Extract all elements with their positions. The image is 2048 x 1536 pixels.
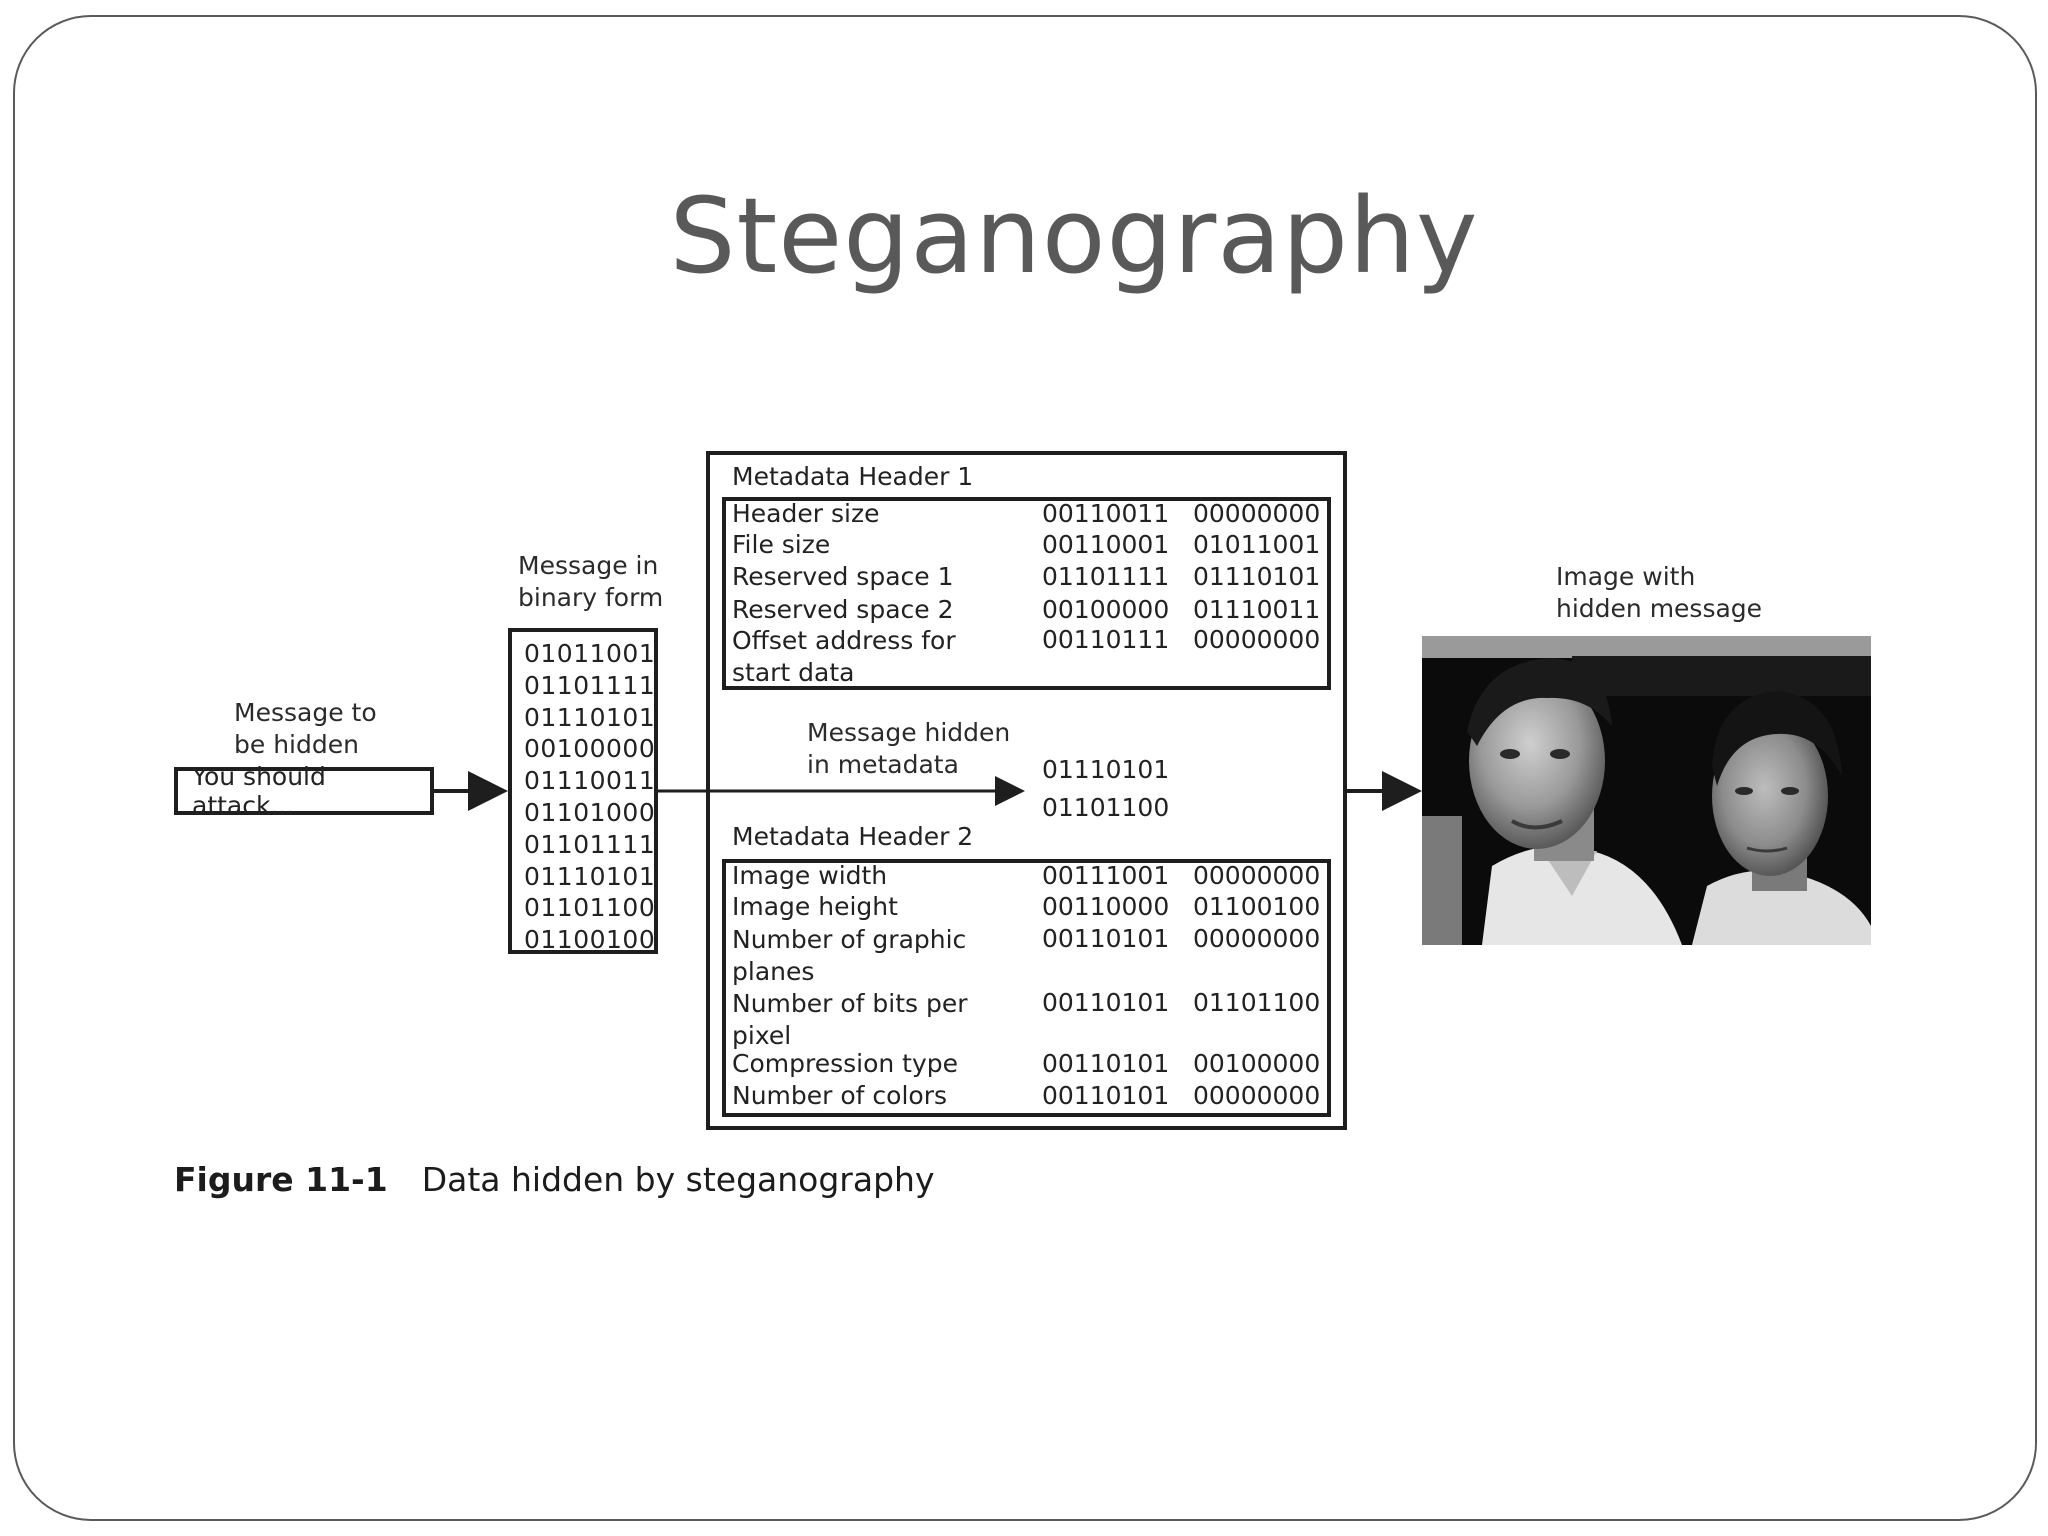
header2-row-b: 01101100 — [1193, 988, 1321, 1017]
binary-value: 01100100 — [524, 925, 656, 955]
binary-value: 01110011 — [524, 766, 656, 796]
header2-row-a: 00110101 — [1042, 924, 1170, 953]
header2-row-b: 01100100 — [1193, 892, 1321, 921]
header1-row-a: 01101111 — [1042, 562, 1170, 591]
header2-row-name: Image width — [732, 861, 888, 890]
binary-value: 00100000 — [524, 734, 656, 764]
message-label: Message to be hidden — [234, 698, 377, 759]
image-label: Image with hidden message — [1556, 562, 1763, 623]
header2-row-a: 00110101 — [1042, 1081, 1170, 1110]
header2-row-a: 00110000 — [1042, 892, 1170, 921]
header2-row-a: 00110101 — [1042, 1049, 1170, 1078]
header2-row-name: Compression type — [732, 1049, 959, 1078]
figure-number: Figure 11-1 — [174, 1160, 388, 1199]
header2-row-a: 00111001 — [1042, 861, 1170, 890]
binary-value: 01101111 — [524, 670, 656, 700]
header1-row-b: 01110101 — [1193, 562, 1321, 591]
binary-value: 01011001 — [524, 639, 656, 668]
slide-title: Steganography — [669, 175, 1479, 297]
header1-row-b: 00000000 — [1193, 499, 1321, 528]
binary-box — [508, 628, 658, 954]
photo-illustration — [1422, 636, 1871, 945]
message-box — [174, 762, 434, 820]
header1-row-b: 01011001 — [1193, 530, 1321, 559]
header2-row-name: Number of bits per pixel — [732, 989, 968, 1050]
header2-row-name: Number of graphic planes — [732, 925, 967, 986]
header1-row-name: Header size — [732, 499, 880, 528]
hidden-label: Message hidden in metadata — [807, 718, 1011, 779]
header2-row-b: 00100000 — [1193, 1049, 1321, 1078]
hidden-value: 01101100 — [1042, 793, 1170, 822]
header2-title: Metadata Header 2 — [732, 822, 974, 851]
header1-row-name: Reserved space 2 — [732, 595, 954, 624]
binary-value: 01101111 — [524, 829, 656, 859]
figure-caption-text: Data hidden by steganography — [421, 1160, 935, 1199]
header1-row-b: 00000000 — [1193, 625, 1321, 654]
hidden-value: 01110101 — [1042, 755, 1170, 784]
header2-row-a: 00110101 — [1042, 988, 1170, 1017]
header1-row-a: 00110011 — [1042, 499, 1170, 528]
header2-row-name: Image height — [732, 892, 898, 921]
header2-row-b: 00000000 — [1193, 861, 1321, 890]
binary-value: 01101100 — [524, 893, 656, 923]
header1-row-name: Offset address for start data — [732, 626, 956, 687]
header1-row-name: Reserved space 1 — [732, 562, 954, 591]
header1-row-a: 00110111 — [1042, 625, 1170, 654]
header1-title: Metadata Header 1 — [732, 462, 974, 491]
header1-row-a: 00110001 — [1042, 530, 1170, 559]
header2-row-b: 00000000 — [1193, 1081, 1321, 1110]
binary-value: 01110101 — [524, 861, 656, 891]
binary-value: 01110101 — [524, 702, 656, 732]
header2-row-b: 00000000 — [1193, 924, 1321, 953]
stego-photo — [1422, 636, 1871, 945]
header1-row-a: 00100000 — [1042, 595, 1170, 624]
message-text: You should attack... — [192, 762, 326, 820]
header2-row-name: Number of colors — [732, 1081, 948, 1110]
header1-row-b: 01110011 — [1193, 595, 1321, 624]
figure-caption — [174, 1160, 934, 1199]
binary-value: 01101000 — [524, 797, 656, 827]
binary-label: Message in binary form — [518, 551, 664, 612]
header1-row-name: File size — [732, 530, 831, 559]
